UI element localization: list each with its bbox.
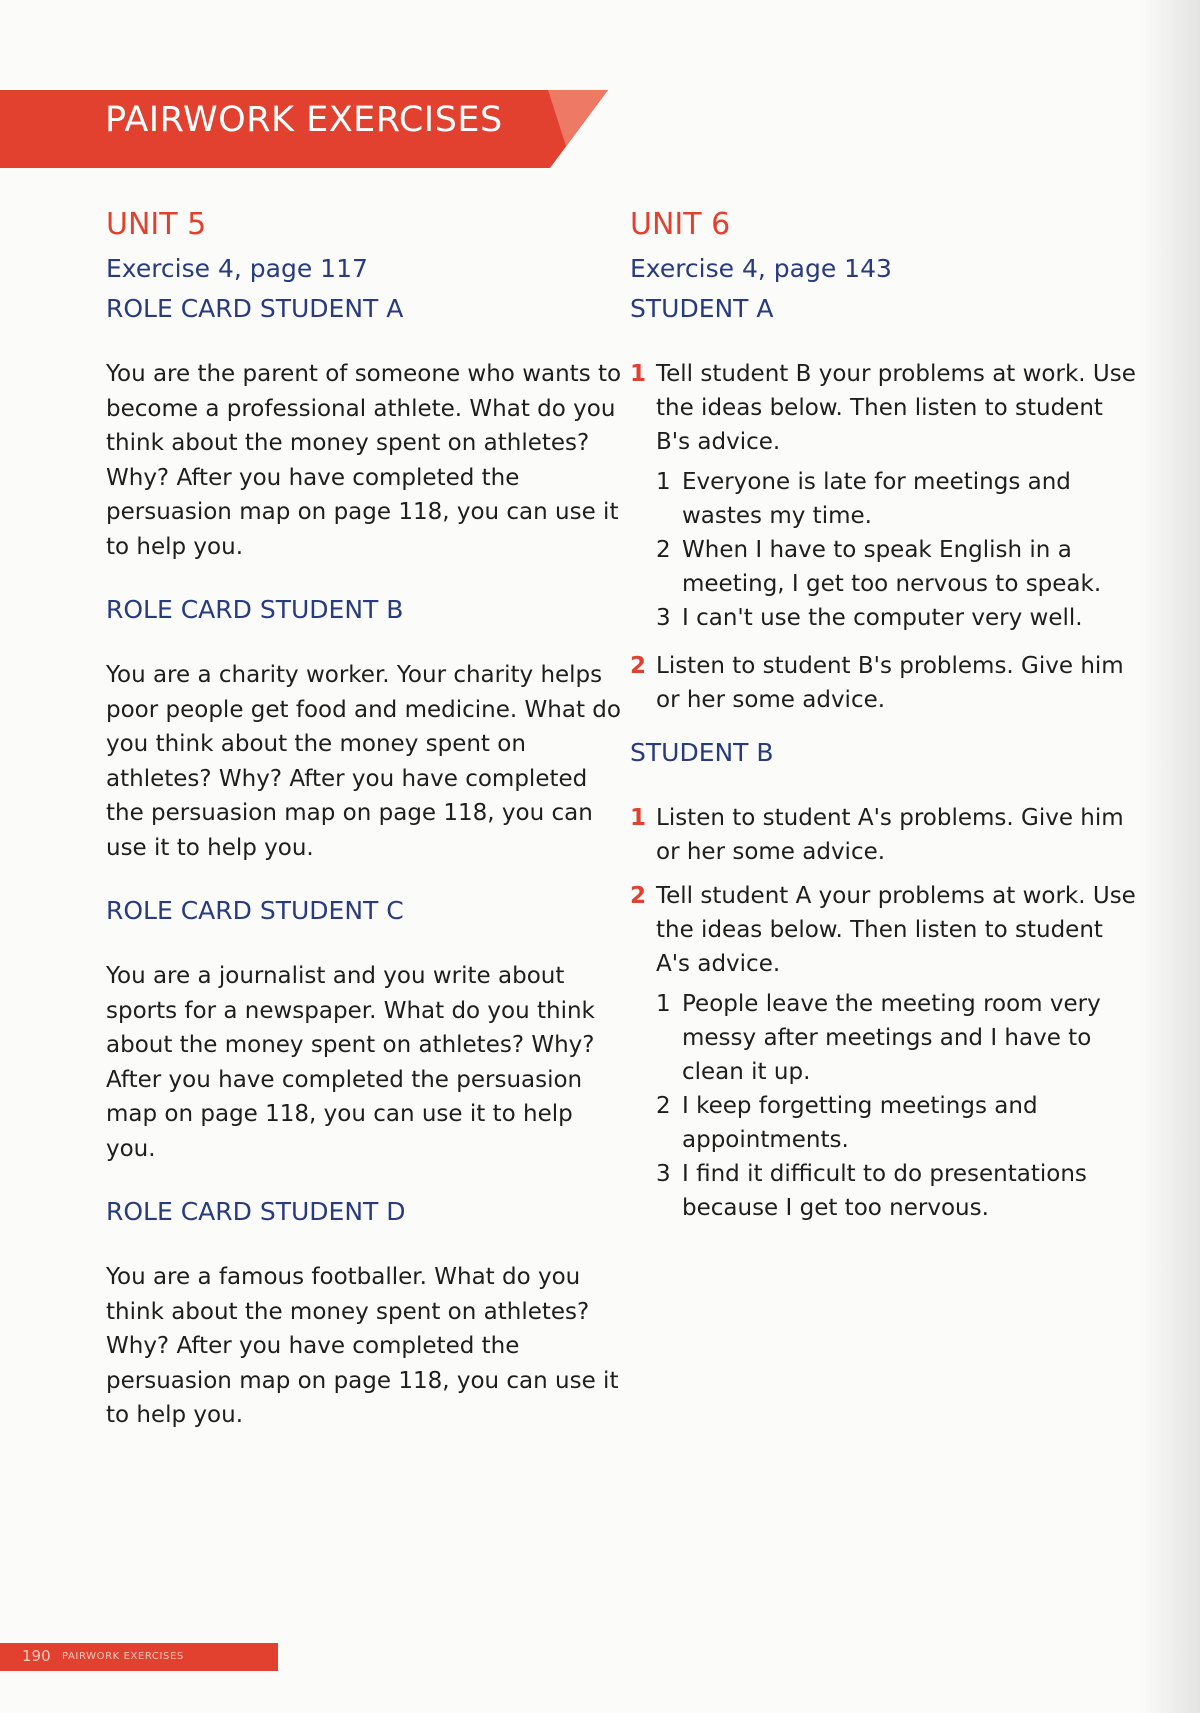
item-text: Everyone is late for meetings and wastes my time. [682, 469, 1071, 529]
idea-list [656, 465, 1140, 635]
list-item [656, 987, 1140, 1089]
list-item [656, 601, 1140, 635]
role-card-c-text: You are a journalist and you write about sports for a newspaper. What do you think about the money spent on athletes? Why? After you have completed the persuasion map on page 118, you can use it to help you. [106, 963, 595, 1162]
unit6-column [630, 205, 1140, 1225]
footer-label: PAIRWORK EXERCISES [62, 1651, 184, 1662]
idea-list [656, 987, 1140, 1225]
student-b-heading: STUDENT B [630, 738, 774, 767]
item-number: 2 [656, 1093, 671, 1119]
item-number: 2 [656, 537, 671, 563]
task-number: 2 [630, 653, 647, 679]
student-a-heading: STUDENT A [630, 294, 774, 323]
student-b-task-2 [630, 879, 1140, 1225]
item-text: When I have to speak English in a meeting, I get too nervous to speak. [682, 537, 1102, 597]
item-text: I keep forgetting meetings and appointments. [682, 1093, 1038, 1153]
role-card-b-text: You are a charity worker. Your charity helps poor people get food and medicine. What do you think about the money spent on athletes? Why? After you have completed the persuasion map on page 118, you can use it to help you. [106, 662, 621, 861]
task-text: Tell student A your problems at work. Use the ideas below. Then listen to student A's advice. [656, 883, 1136, 977]
unit5-title: UNIT 5 [106, 207, 207, 242]
unit6-title: UNIT 6 [630, 207, 731, 242]
role-card-c-heading: ROLE CARD STUDENT C [106, 896, 404, 925]
task-number: 1 [630, 805, 647, 831]
task-text: Tell student B your problems at work. Use the ideas below. Then listen to student B's advice. [656, 361, 1136, 455]
item-number: 1 [656, 991, 671, 1017]
banner-title: PAIRWORK EXERCISES [105, 100, 503, 140]
list-item [656, 1089, 1140, 1157]
list-item [656, 1157, 1140, 1225]
item-number: 3 [656, 605, 671, 631]
unit5-column [106, 205, 626, 1433]
item-text: I can't use the computer very well. [682, 605, 1083, 631]
footer-bar [0, 1643, 278, 1671]
item-text: I find it difficult to do presentations because I get too nervous. [682, 1161, 1087, 1221]
unit5-exercise: Exercise 4, page 117 [106, 254, 368, 283]
role-card-d-text: You are a famous footballer. What do you think about the money spent on athletes? Why? After you have completed the persuasion map on page 118, you can use it to help you. [106, 1264, 619, 1428]
task-number: 2 [630, 883, 647, 909]
item-number: 3 [656, 1161, 671, 1187]
item-text: People leave the meeting room very messy after meetings and I have to clean it up. [682, 991, 1101, 1085]
role-card-d-heading: ROLE CARD STUDENT D [106, 1197, 406, 1226]
role-card-a-heading: ROLE CARD STUDENT A [106, 294, 404, 323]
role-card-b-heading: ROLE CARD STUDENT B [106, 595, 404, 624]
item-number: 1 [656, 469, 671, 495]
page-edge-shadow [1140, 0, 1200, 1713]
section-banner [0, 88, 608, 168]
task-text: Listen to student B's problems. Give him or her some advice. [656, 653, 1124, 713]
list-item [656, 465, 1140, 533]
student-a-task-2 [630, 649, 1140, 717]
page-number: 190 [22, 1647, 51, 1665]
student-a-task-1 [630, 357, 1140, 635]
student-b-task-1 [630, 801, 1140, 869]
task-number: 1 [630, 361, 647, 387]
unit6-exercise: Exercise 4, page 143 [630, 254, 892, 283]
task-text: Listen to student A's problems. Give him or her some advice. [656, 805, 1124, 865]
role-card-a-text: You are the parent of someone who wants to become a professional athlete. What do you think about the money spent on athletes? Why? After you have completed the persuasion map on page 118, you can use it to help you. [106, 361, 622, 560]
list-item [656, 533, 1140, 601]
